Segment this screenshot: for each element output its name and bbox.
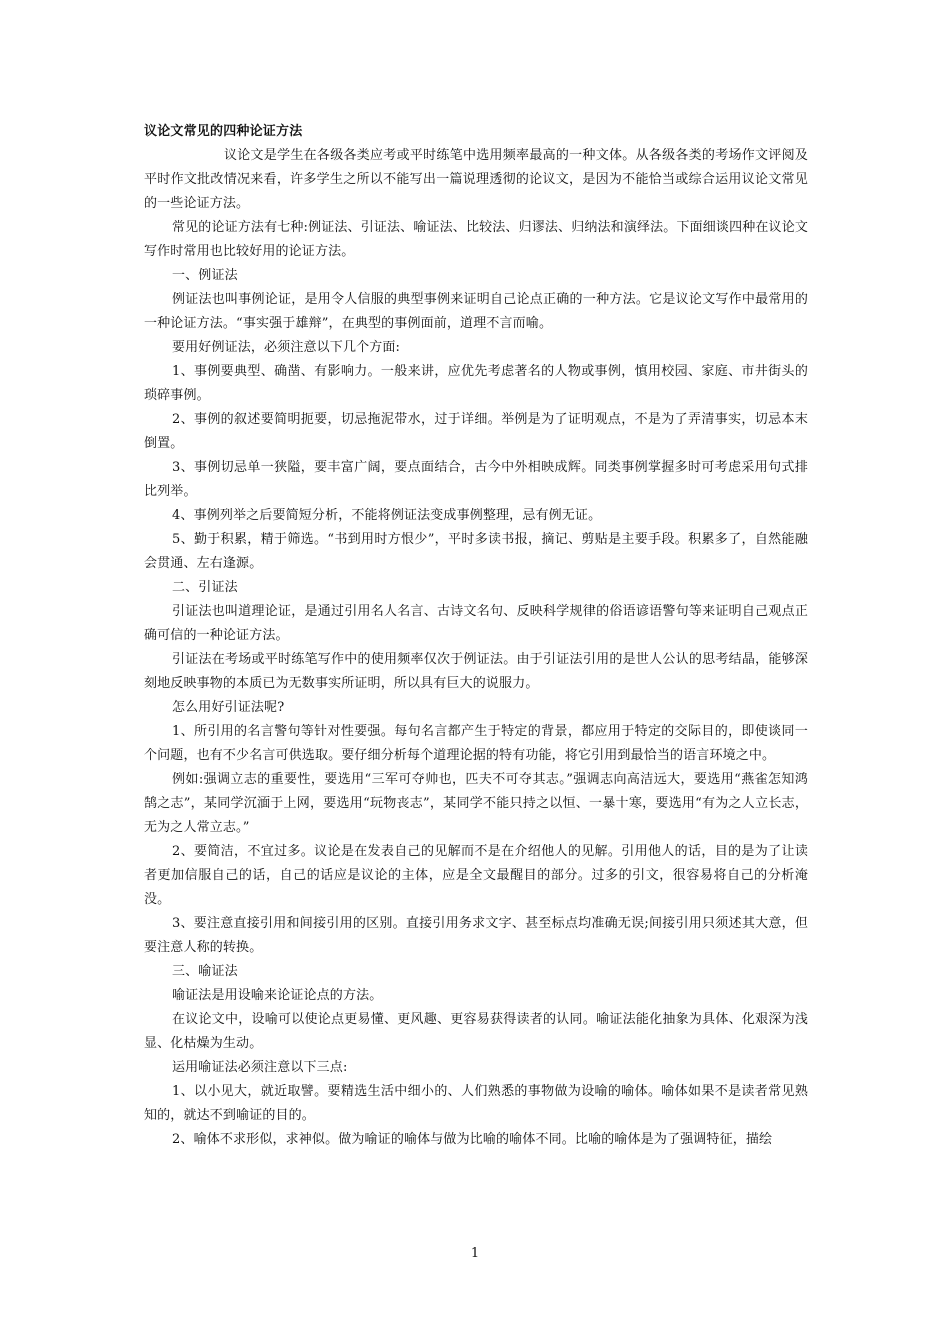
- section-heading-example-method: 一、例证法: [172, 268, 238, 283]
- paragraph: 运用喻证法必须注意以下三点:: [172, 1060, 348, 1075]
- paragraph: 在议论文中，设喻可以使论点更易懂、更风趣、更容易获得读者的认同。喻证法能化抽象为具体、化艰深为浅显、化枯燥为生动。: [144, 1012, 808, 1051]
- paragraph-intro: 议论文是学生在各级各类应考或平时练笔中选用频率最高的一种文体。从各级各类的考场作文评阅及平时作文批改情况来看，许多学生之所以不能写出一篇说理透彻的论议文，是因为不能恰当或综合运用议论文常见的一些论证方法。: [144, 148, 808, 211]
- document-title: 议论文常见的四种论证方法: [144, 124, 303, 139]
- list-item: 1、事例要典型、确凿、有影响力。一般来讲，应优先考虑著名的人物或事例，慎用校园、家庭、市井街头的琐碎事例。: [144, 364, 808, 403]
- list-item: 1、以小见大，就近取譬。要精选生活中细小的、人们熟悉的事物做为设喻的喻体。喻体如果不是读者常见熟知的，就达不到喻证的目的。: [144, 1084, 808, 1123]
- section-heading-metaphor-method: 三、喻证法: [172, 964, 238, 979]
- list-item: 2、事例的叙述要简明扼要，切忌拖泥带水，过于详细。举例是为了证明观点，不是为了弄清事实，切忌本末倒置。: [144, 412, 808, 451]
- paragraph: 喻证法是用设喻来论证论点的方法。: [172, 988, 383, 1003]
- list-item: 5、勤于积累，精于筛选。“书到用时方恨少”，平时多读书报，摘记、剪贴是主要手段。积累多了，自然能融会贯通、左右逢源。: [144, 532, 808, 571]
- paragraph: 例证法也叫事例论证，是用令人信服的典型事例来证明自己论点正确的一种方法。它是议论文写作中最常用的一种论证方法。“事实强于雄辩”，在典型的事例面前，道理不言而喻。: [144, 292, 808, 331]
- document-page: [144, 120, 808, 1250]
- paragraph: 引证法在考场或平时练笔写作中的使用频率仅次于例证法。由于引证法引用的是世人公认的思考结晶，能够深刻地反映事物的本质已为无数事实所证明，所以具有巨大的说服力。: [144, 652, 808, 691]
- page-number: 1: [470, 1246, 480, 1261]
- list-item: 3、要注意直接引用和间接引用的区别。直接引用务求文字、甚至标点均准确无误;间接引用只须述其大意，但要注意人称的转换。: [144, 916, 808, 955]
- paragraph: 引证法也叫道理论证，是通过引用名人名言、古诗文名句、反映科学规律的俗语谚语警句等来证明自己观点正确可信的一种论证方法。: [144, 604, 808, 643]
- paragraph: 要用好例证法，必须注意以下几个方面:: [172, 340, 401, 355]
- list-item: 2、要简洁，不宜过多。议论是在发表自己的见解而不是在介绍他人的见解。引用他人的话，目的是为了让读者更加信服自己的话，自己的话应是议论的主体，应是全文最醒目的部分。过多的引文，很容易将自己的分析淹没。: [144, 844, 808, 907]
- list-item: 4、事例列举之后要简短分析，不能将例证法变成事例整理，忌有例无证。: [172, 508, 602, 523]
- paragraph-example: 例如:强调立志的重要性，要选用“三军可夺帅也，匹夫不可夺其志。”强调志向高洁远大，要选用“燕雀怎知鸿鹄之志”，某同学沉湎于上网，要选用“玩物丧志”，某同学不能只持之以恒、一暴十寒，要选用“有为之人立长志，无为之人常立志。”: [144, 772, 808, 835]
- paragraph: 怎么用好引证法呢?: [172, 700, 285, 715]
- section-heading-citation-method: 二、引证法: [172, 580, 238, 595]
- list-item: 3、事例切忌单一狭隘，要丰富广阔，要点面结合，古今中外相映成辉。同类事例掌握多时可考虑采用句式排比列举。: [144, 460, 808, 499]
- paragraph-methods-overview: 常见的论证方法有七种:例证法、引证法、喻证法、比较法、归谬法、归纳法和演绎法。下面细谈四种在议论文写作时常用也比较好用的论证方法。: [144, 220, 808, 259]
- list-item: 1、所引用的名言警句等针对性要强。每句名言都产生于特定的背景，都应用于特定的交际目的，即使谈同一个问题，也有不少名言可供选取。要仔细分析每个道理论据的特有功能，将它引用到最恰当的语言环境之中。: [144, 724, 808, 763]
- list-item: 2、喻体不求形似，求神似。做为喻证的喻体与做为比喻的喻体不同。比喻的喻体是为了强调特征，描绘: [172, 1132, 773, 1147]
